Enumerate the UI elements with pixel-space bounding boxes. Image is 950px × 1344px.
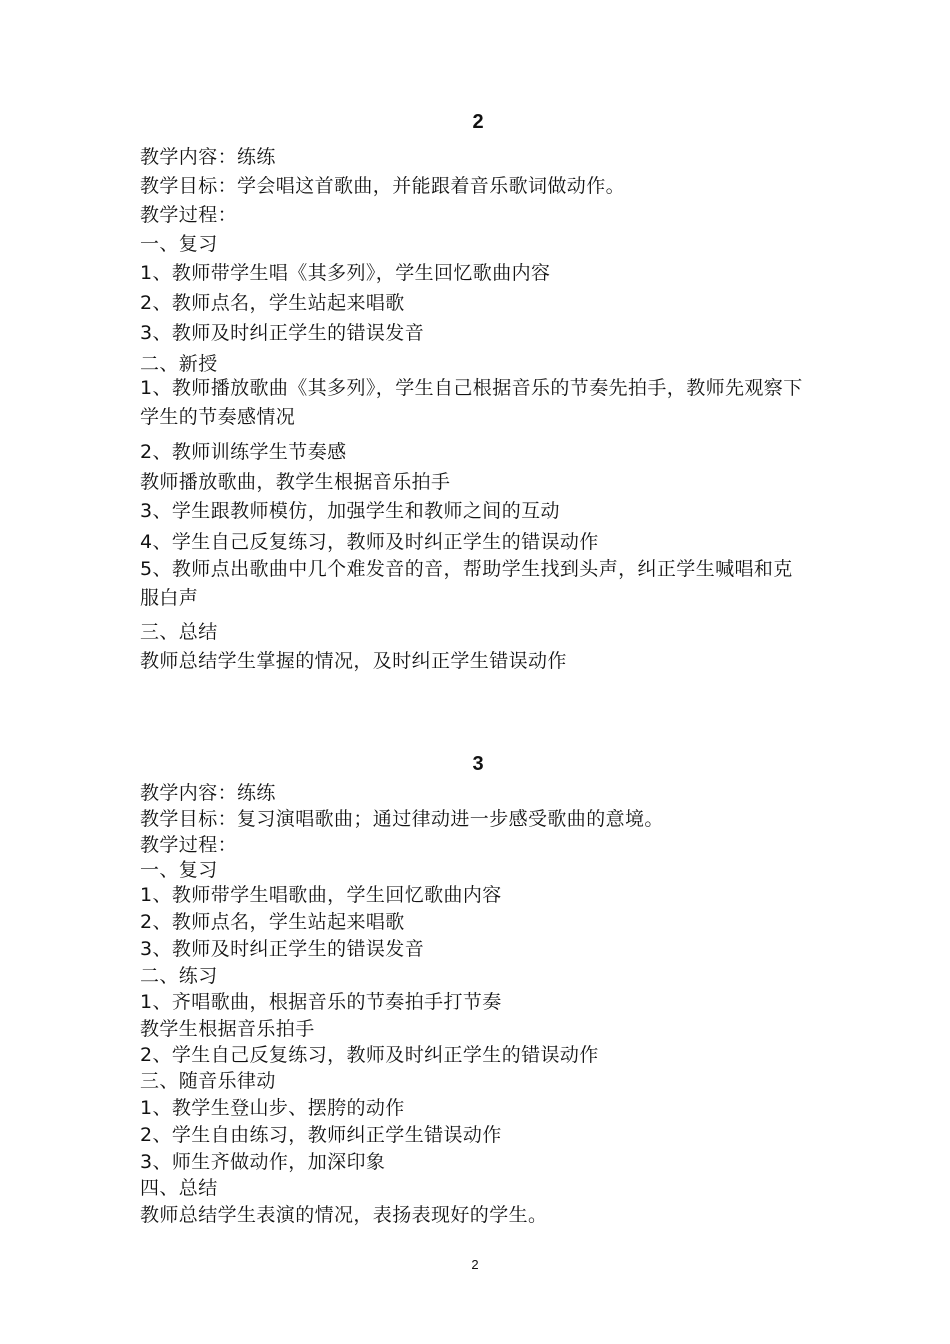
rhythm-step-1: 1、教学生登山步、摆胯的动作 xyxy=(140,1097,405,1119)
review-step-1: 1、教师带学生唱《其多列》，学生回忆歌曲内容 xyxy=(140,262,551,284)
page-number: 2 xyxy=(471,1257,479,1272)
lesson-content: 教学内容：练练 xyxy=(140,146,276,168)
practice-step-1: 1、齐唱歌曲，根据音乐的节奏拍手打节奏 xyxy=(140,991,502,1013)
lesson-content: 教学内容：练练 xyxy=(140,782,276,804)
lesson-number: 3 xyxy=(472,753,484,775)
review-step-2: 2、教师点名，学生站起来唱歌 xyxy=(140,292,405,314)
review-step-2: 2、教师点名，学生站起来唱歌 xyxy=(140,911,405,933)
section-heading-review: 一、复习 xyxy=(140,859,218,881)
review-step-3: 3、教师及时纠正学生的错误发音 xyxy=(140,938,425,960)
section-heading-rhythm: 三、随音乐律动 xyxy=(140,1070,276,1092)
practice-step-1-detail: 教学生根据音乐拍手 xyxy=(140,1018,315,1040)
new-step-2-detail: 教师播放歌曲，教学生根据音乐拍手 xyxy=(140,471,451,493)
lesson-process: 教学过程： xyxy=(140,204,238,226)
section-heading-review: 一、复习 xyxy=(140,233,218,255)
summary-text: 教师总结学生掌握的情况，及时纠正学生错误动作 xyxy=(140,650,567,672)
lesson-number: 2 xyxy=(472,111,484,133)
review-step-1: 1、教师带学生唱歌曲，学生回忆歌曲内容 xyxy=(140,884,502,906)
lesson-process: 教学过程： xyxy=(140,834,238,856)
section-heading-practice: 二、练习 xyxy=(140,965,218,987)
practice-step-2: 2、学生自己反复练习，教师及时纠正学生的错误动作 xyxy=(140,1044,599,1066)
new-step-3: 3、学生跟教师模仿，加强学生和教师之间的互动 xyxy=(140,500,560,522)
lesson-goal: 教学目标：复习演唱歌曲；通过律动进一步感受歌曲的意境。 xyxy=(140,808,664,830)
review-step-3: 3、教师及时纠正学生的错误发音 xyxy=(140,322,425,344)
rhythm-step-3: 3、师生齐做动作，加深印象 xyxy=(140,1151,386,1173)
section-heading-summary: 三、总结 xyxy=(140,621,218,643)
lesson-goal: 教学目标：学会唱这首歌曲，并能跟着音乐歌词做动作。 xyxy=(140,175,626,197)
new-step-5: 5、教师点出歌曲中几个难发音的音，帮助学生找到头声，纠正学生喊唱和克服白声 xyxy=(140,558,793,609)
section-heading-new: 二、新授 xyxy=(140,353,218,375)
summary-text: 教师总结学生表演的情况，表扬表现好的学生。 xyxy=(140,1204,548,1226)
new-step-1: 1、教师播放歌曲《其多列》，学生自己根据音乐的节奏先拍手，教师先观察下学生的节奏感情况 xyxy=(140,377,803,428)
section-heading-summary: 四、总结 xyxy=(140,1177,218,1199)
rhythm-step-2: 2、学生自由练习，教师纠正学生错误动作 xyxy=(140,1124,502,1146)
new-step-2: 2、教师训练学生节奏感 xyxy=(140,441,347,463)
new-step-4: 4、学生自己反复练习，教师及时纠正学生的错误动作 xyxy=(140,531,599,553)
